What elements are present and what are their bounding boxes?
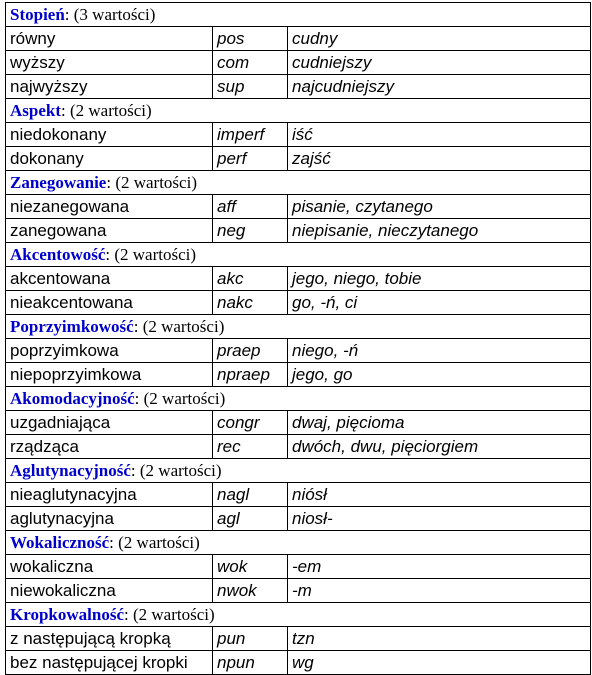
example-forms: pisanie, czytanego — [288, 195, 591, 219]
tag-abbreviation: wok — [213, 555, 288, 579]
section-header — [6, 171, 591, 195]
category-name: Zanegowanie — [10, 173, 107, 192]
category-name: Kropkowalność — [10, 605, 124, 624]
section-header-row — [6, 315, 591, 339]
tag-abbreviation: nwok — [213, 579, 288, 603]
tag-abbreviation: sup — [213, 75, 288, 99]
tag-abbreviation: imperf — [213, 123, 288, 147]
tag-abbreviation: npun — [213, 651, 288, 675]
tag-abbreviation: pos — [213, 27, 288, 51]
tag-abbreviation: nakc — [213, 291, 288, 315]
table-row — [6, 195, 591, 219]
example-forms: cudny — [288, 27, 591, 51]
section-header-row — [6, 3, 591, 27]
section-header — [6, 603, 591, 627]
tag-abbreviation: pun — [213, 627, 288, 651]
category-name: Akomodacyjność — [10, 389, 135, 408]
tag-abbreviation: rec — [213, 435, 288, 459]
value-label: poprzyimkowa — [6, 339, 213, 363]
value-label: równy — [6, 27, 213, 51]
tag-abbreviation: agl — [213, 507, 288, 531]
example-forms: dwaj, pięcioma — [288, 411, 591, 435]
table-row — [6, 507, 591, 531]
example-forms: jego, niego, tobie — [288, 267, 591, 291]
value-label: z następującą kropką — [6, 627, 213, 651]
value-count: : (2 wartości) — [133, 317, 225, 336]
table-row — [6, 579, 591, 603]
table-row — [6, 555, 591, 579]
category-name: Stopień — [10, 5, 65, 24]
example-forms: najcudniejszy — [288, 75, 591, 99]
value-count: : (2 wartości) — [134, 389, 226, 408]
example-forms: iść — [288, 123, 591, 147]
grammatical-categories-table — [5, 2, 591, 675]
table-row — [6, 435, 591, 459]
category-name: Aspekt — [10, 101, 62, 120]
example-forms: wg — [288, 651, 591, 675]
value-count: : (2 wartości) — [109, 533, 200, 552]
example-forms: cudniejszy — [288, 51, 591, 75]
value-label: uzgadniająca — [6, 411, 213, 435]
tag-abbreviation: akc — [213, 267, 288, 291]
example-forms: tzn — [288, 627, 591, 651]
example-forms: zajść — [288, 147, 591, 171]
category-name: Poprzyimkowość — [10, 317, 134, 336]
value-label: wokaliczna — [6, 555, 213, 579]
table-row — [6, 219, 591, 243]
example-forms: -em — [288, 555, 591, 579]
tag-abbreviation: com — [213, 51, 288, 75]
section-header-row — [6, 387, 591, 411]
table-row — [6, 627, 591, 651]
section-header — [6, 315, 591, 339]
value-label: niewokaliczna — [6, 579, 213, 603]
category-name: Aglutynacyjność — [10, 461, 131, 480]
table-row — [6, 363, 591, 387]
value-label: zanegowana — [6, 219, 213, 243]
table-row — [6, 51, 591, 75]
example-forms: -m — [288, 579, 591, 603]
table-row — [6, 123, 591, 147]
section-header-row — [6, 603, 591, 627]
section-header — [6, 99, 591, 123]
tag-abbreviation: neg — [213, 219, 288, 243]
table-row — [6, 483, 591, 507]
section-header-row — [6, 531, 591, 555]
value-label: aglutynacyjna — [6, 507, 213, 531]
example-forms: niósł — [288, 483, 591, 507]
value-label: nieaglutynacyjna — [6, 483, 213, 507]
table-row — [6, 651, 591, 675]
table-body — [6, 3, 591, 675]
value-label: akcentowana — [6, 267, 213, 291]
tag-abbreviation: aff — [213, 195, 288, 219]
tag-abbreviation: npraep — [213, 363, 288, 387]
section-header — [6, 387, 591, 411]
table-row — [6, 339, 591, 363]
tag-abbreviation: nagl — [213, 483, 288, 507]
example-forms: niego, -ń — [288, 339, 591, 363]
value-label: najwyższy — [6, 75, 213, 99]
example-forms: niosł- — [288, 507, 591, 531]
section-header-row — [6, 243, 591, 267]
value-label: niepoprzyimkowa — [6, 363, 213, 387]
category-name: Wokaliczność — [10, 533, 110, 552]
value-label: niedokonany — [6, 123, 213, 147]
table-row — [6, 147, 591, 171]
value-label: nieakcentowana — [6, 291, 213, 315]
tag-abbreviation: congr — [213, 411, 288, 435]
example-forms: go, -ń, ci — [288, 291, 591, 315]
value-label: bez następującej kropki — [6, 651, 213, 675]
section-header-row — [6, 459, 591, 483]
example-forms: niepisanie, nieczytanego — [288, 219, 591, 243]
value-label: rządząca — [6, 435, 213, 459]
category-name: Akcentowość — [10, 245, 106, 264]
value-count: : (2 wartości) — [105, 245, 197, 264]
section-header — [6, 3, 591, 27]
table-row — [6, 291, 591, 315]
value-count: : (2 wartości) — [61, 101, 152, 120]
value-count: : (2 wartości) — [124, 605, 215, 624]
example-forms: dwóch, dwu, pięciorgiem — [288, 435, 591, 459]
table-row — [6, 27, 591, 51]
section-header — [6, 531, 591, 555]
tag-abbreviation: praep — [213, 339, 288, 363]
value-count: : (3 wartości) — [64, 5, 156, 24]
table-row — [6, 267, 591, 291]
table-row — [6, 75, 591, 99]
tag-abbreviation: perf — [213, 147, 288, 171]
section-header — [6, 243, 591, 267]
section-header-row — [6, 99, 591, 123]
value-count: : (2 wartości) — [130, 461, 222, 480]
value-label: wyższy — [6, 51, 213, 75]
table-row — [6, 411, 591, 435]
value-label: niezanegowana — [6, 195, 213, 219]
value-label: dokonany — [6, 147, 213, 171]
section-header-row — [6, 171, 591, 195]
example-forms: jego, go — [288, 363, 591, 387]
value-count: : (2 wartości) — [106, 173, 197, 192]
section-header — [6, 459, 591, 483]
